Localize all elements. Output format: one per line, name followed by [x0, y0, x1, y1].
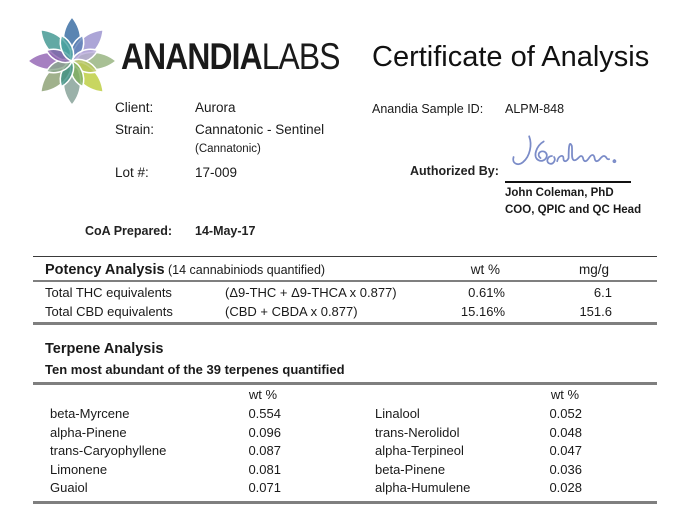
terpene-name: alpha-Humulene: [375, 480, 471, 495]
strain-subname: (Cannatonic): [195, 143, 261, 155]
table-row: [33, 442, 657, 461]
potency-table: [33, 256, 657, 325]
terpene-col-wt-right: wt %: [550, 387, 580, 402]
page-title: Certificate of Analysis: [372, 41, 650, 73]
coa-prepared-value: 14-May-17: [195, 224, 256, 238]
terpene-wt: 0.048: [549, 424, 582, 440]
analyte-mg: 151.6: [579, 303, 612, 319]
potency-col-wt: wt %: [470, 262, 500, 277]
lot-label: Lot #:: [115, 165, 149, 180]
brand-wordmark: [121, 36, 340, 78]
terpene-wt: 0.087: [248, 443, 281, 458]
table-row: [33, 284, 657, 303]
terpene-name: trans-Caryophyllene: [50, 443, 167, 458]
terpene-name: beta-Myrcene: [50, 406, 130, 421]
potency-header-row: [33, 257, 657, 282]
potency-col-mg: mg/g: [578, 262, 609, 277]
terpene-name: Guaiol: [50, 480, 88, 495]
signature-rule: [505, 181, 631, 183]
analyte-wt: 15.16%: [460, 303, 505, 319]
analyte-formula: (Δ9-THC + Δ9-THCA x 0.877): [225, 285, 397, 300]
table-row: [33, 303, 657, 322]
anandia-flower-logo: [24, 12, 120, 110]
terpene-name: alpha-Terpineol: [375, 443, 464, 458]
table-row: [33, 479, 657, 498]
terpene-subtitle: Ten most abundant of the 39 terpenes quantified: [45, 362, 345, 377]
lot-value: 17-009: [195, 165, 238, 180]
signer-name: John Coleman, PhD: [505, 187, 614, 199]
terpene-name: alpha-Pinene: [50, 424, 127, 440]
terpene-col-wt-left: wt %: [248, 387, 278, 402]
signature: [498, 131, 633, 181]
signer-title: COO, QPIC and QC Head: [505, 204, 642, 216]
terpene-wt: 0.047: [549, 443, 582, 458]
analyte-mg: 6.1: [593, 285, 612, 300]
terpene-wt: 0.036: [549, 461, 582, 477]
brand-labs: LABS: [261, 36, 340, 77]
analyte-name: Total CBD equivalents: [45, 303, 173, 319]
strain-label: Strain:: [115, 122, 155, 137]
brand-anandia: ANANDIA: [121, 36, 262, 77]
terpene-name: Limonene: [50, 461, 108, 477]
terpene-wt: 0.071: [248, 480, 281, 495]
potency-rows: [33, 282, 657, 325]
terpene-title: Terpene Analysis: [45, 341, 164, 357]
strain-value: Cannatonic - Sentinel: [195, 122, 325, 137]
terpene-wt: 0.081: [248, 461, 281, 477]
terpene-rows: [33, 405, 657, 504]
client-value: Aurora: [195, 100, 236, 115]
client-label: Client:: [115, 100, 154, 115]
sample-id-value: ALPM-848: [505, 102, 565, 116]
terpene-header-row: [33, 385, 657, 405]
terpene-wt: 0.028: [549, 480, 582, 495]
table-row: [33, 424, 657, 443]
terpene-wt: 0.096: [248, 424, 281, 440]
authorized-by-label: Authorized By:: [410, 164, 499, 178]
terpene-name: beta-Pinene: [375, 461, 446, 477]
analyte-wt: 0.61%: [468, 285, 505, 300]
terpene-wt: 0.052: [549, 406, 582, 421]
terpene-name: trans-Nerolidol: [375, 424, 460, 440]
terpene-table: [33, 382, 657, 504]
terpene-name: Linalool: [375, 406, 420, 421]
coa-prepared-label: CoA Prepared:: [85, 224, 173, 238]
terpene-wt: 0.554: [248, 406, 281, 421]
analyte-name: Total THC equivalents: [45, 285, 172, 300]
sample-id-label: Anandia Sample ID:: [372, 102, 484, 116]
potency-title: Potency Analysis (14 cannabiniods quantified): [45, 262, 326, 278]
table-row: [33, 461, 657, 480]
analyte-formula: (CBD + CBDA x 0.877): [225, 303, 358, 319]
table-row: [33, 405, 657, 424]
